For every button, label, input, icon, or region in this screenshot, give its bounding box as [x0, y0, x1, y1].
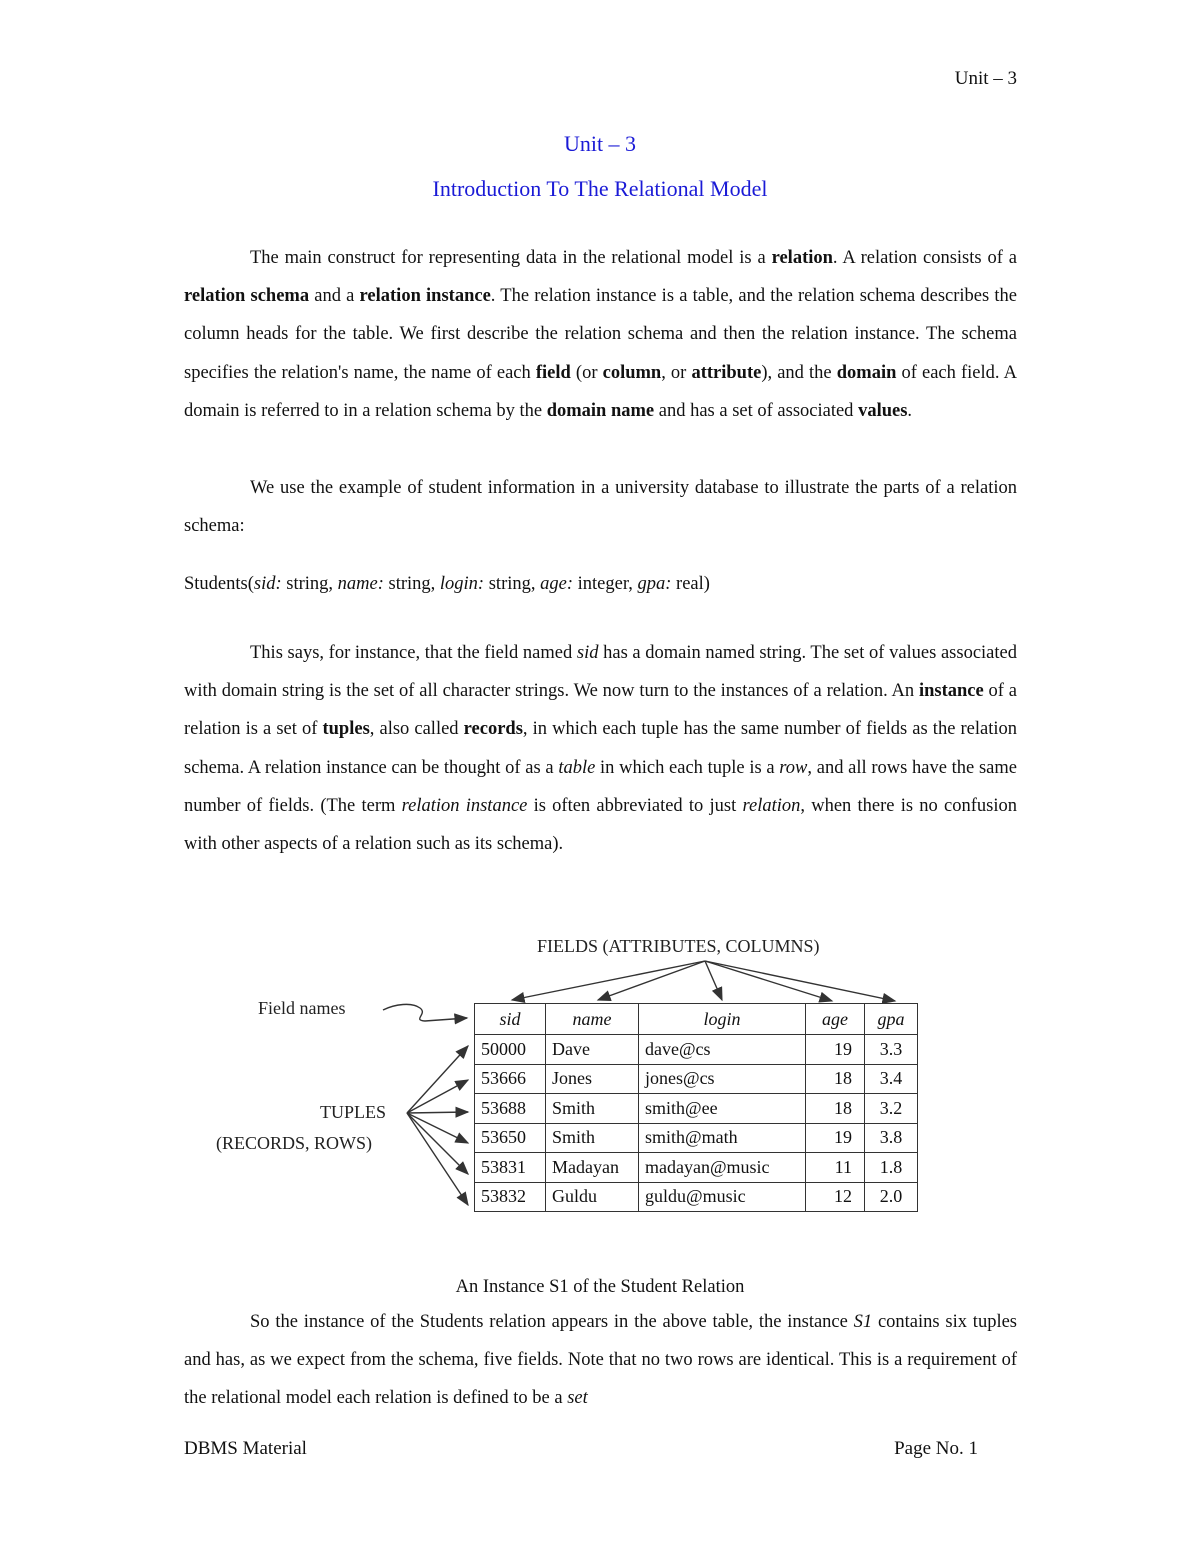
- arrow-row-2: [407, 1080, 468, 1113]
- fields-title: FIELDS (ATTRIBUTES, COLUMNS): [537, 936, 820, 956]
- paragraph-relation-intro: The main construct for representing data in the relational model is a relation. A relation consists of a relation schema and a relation instance. The relation instance is a table, and the relation schema describes the column heads for the table. We first describe the relation schema and then the relation instance. The schema specifies the relation's name, the name of each field (or column, or attribute), and the domain of each field. A domain is referred to in a relation schema by the domain name and has a set of associated values.: [184, 248, 1017, 421]
- cell-sid: 53650: [475, 1123, 546, 1153]
- col-header-login: login: [639, 1004, 806, 1035]
- arrow-row-5: [407, 1113, 468, 1174]
- records-rows-label: (RECORDS, ROWS): [216, 1133, 373, 1153]
- cell-name: Guldu: [546, 1182, 639, 1212]
- cell-sid: 50000: [475, 1035, 546, 1065]
- cell-login: smith@math: [639, 1123, 806, 1153]
- cell-login: dave@cs: [639, 1035, 806, 1065]
- cell-name: Jones: [546, 1064, 639, 1094]
- col-header-gpa: gpa: [865, 1004, 918, 1035]
- cell-gpa: 3.8: [865, 1123, 918, 1153]
- chapter-title: Introduction To The Relational Model: [432, 176, 768, 201]
- arrow-row-4: [407, 1113, 468, 1143]
- table-row: [475, 1182, 918, 1212]
- arrow-row-1: [407, 1046, 468, 1113]
- cell-name: Smith: [546, 1123, 639, 1153]
- cell-login: madayan@music: [639, 1153, 806, 1183]
- paragraph-instance-s1: So the instance of the Students relation appears in the above table, the instance S1 contains six tuples and has, as we expect from the schema, five fields. Note that no two rows are identical. This is a requirement of the relational model each relation is defined to be a set: [184, 1312, 1017, 1409]
- cell-name: Smith: [546, 1094, 639, 1124]
- arrow-row-3: [407, 1112, 468, 1113]
- paragraph-instance: This says, for instance, that the field named sid has a domain named string. The set of values associated with domain string is the set of all character strings. We now turn to the instances of a relation. An instance of a relation is a set of tuples, also called records, in which each tuple has the same number of fields as the relation schema. A relation instance can be thought of as a table in which each tuple is a row, and all rows have the same number of fields. (The term relation instance is often abbreviated to just relation, when there is no confusion with other aspects of a relation such as its schema).: [184, 643, 1018, 855]
- arrow-to-name: [598, 961, 705, 1000]
- cell-age: 18: [806, 1064, 865, 1094]
- field-names-label: Field names: [258, 998, 346, 1018]
- cell-gpa: 1.8: [865, 1153, 918, 1183]
- table-header-row: [475, 1004, 918, 1035]
- cell-age: 18: [806, 1094, 865, 1124]
- cell-gpa: 3.2: [865, 1094, 918, 1124]
- cell-age: 11: [806, 1153, 865, 1183]
- paragraph-example-intro: We use the example of student information in a university database to illustrate the parts of a relation schema:: [184, 478, 1017, 537]
- arrow-to-login: [705, 961, 722, 1000]
- table-row: [475, 1123, 918, 1153]
- footer-left: DBMS Material: [184, 1438, 307, 1459]
- cell-login: guldu@music: [639, 1182, 806, 1212]
- cell-gpa: 3.3: [865, 1035, 918, 1065]
- cell-age: 19: [806, 1123, 865, 1153]
- arrow-to-gpa: [705, 961, 895, 1001]
- table-row: [475, 1064, 918, 1094]
- col-header-name: name: [546, 1004, 639, 1035]
- table-row: [475, 1094, 918, 1124]
- arrow-to-age: [705, 961, 832, 1001]
- cell-sid: 53831: [475, 1153, 546, 1183]
- unit-title: Unit – 3: [563, 131, 637, 156]
- col-header-age: age: [806, 1004, 865, 1035]
- cell-gpa: 2.0: [865, 1182, 918, 1212]
- cell-age: 12: [806, 1182, 865, 1212]
- figure-caption: An Instance S1 of the Student Relation: [455, 1277, 745, 1297]
- tuples-label: TUPLES: [320, 1102, 387, 1122]
- table-row: [475, 1035, 918, 1065]
- cell-age: 19: [806, 1035, 865, 1065]
- cell-sid: 53666: [475, 1064, 546, 1094]
- field-names-arrow: [383, 1004, 467, 1021]
- cell-login: smith@ee: [639, 1094, 806, 1124]
- page-number: Page No. 1: [894, 1438, 978, 1459]
- schema-definition: Students(sid: string, name: string, login: string, age: integer, gpa: real): [184, 574, 710, 594]
- cell-name: Madayan: [546, 1153, 639, 1183]
- cell-sid: 53688: [475, 1094, 546, 1124]
- table-row: [475, 1153, 918, 1183]
- cell-sid: 53832: [475, 1182, 546, 1212]
- col-header-sid: sid: [475, 1004, 546, 1035]
- cell-login: jones@cs: [639, 1064, 806, 1094]
- cell-gpa: 3.4: [865, 1064, 918, 1094]
- arrow-row-6: [407, 1113, 468, 1205]
- cell-name: Dave: [546, 1035, 639, 1065]
- running-header: Unit – 3: [954, 68, 1017, 89]
- students-relation-table: [474, 1003, 918, 1212]
- arrow-to-sid: [512, 961, 705, 1000]
